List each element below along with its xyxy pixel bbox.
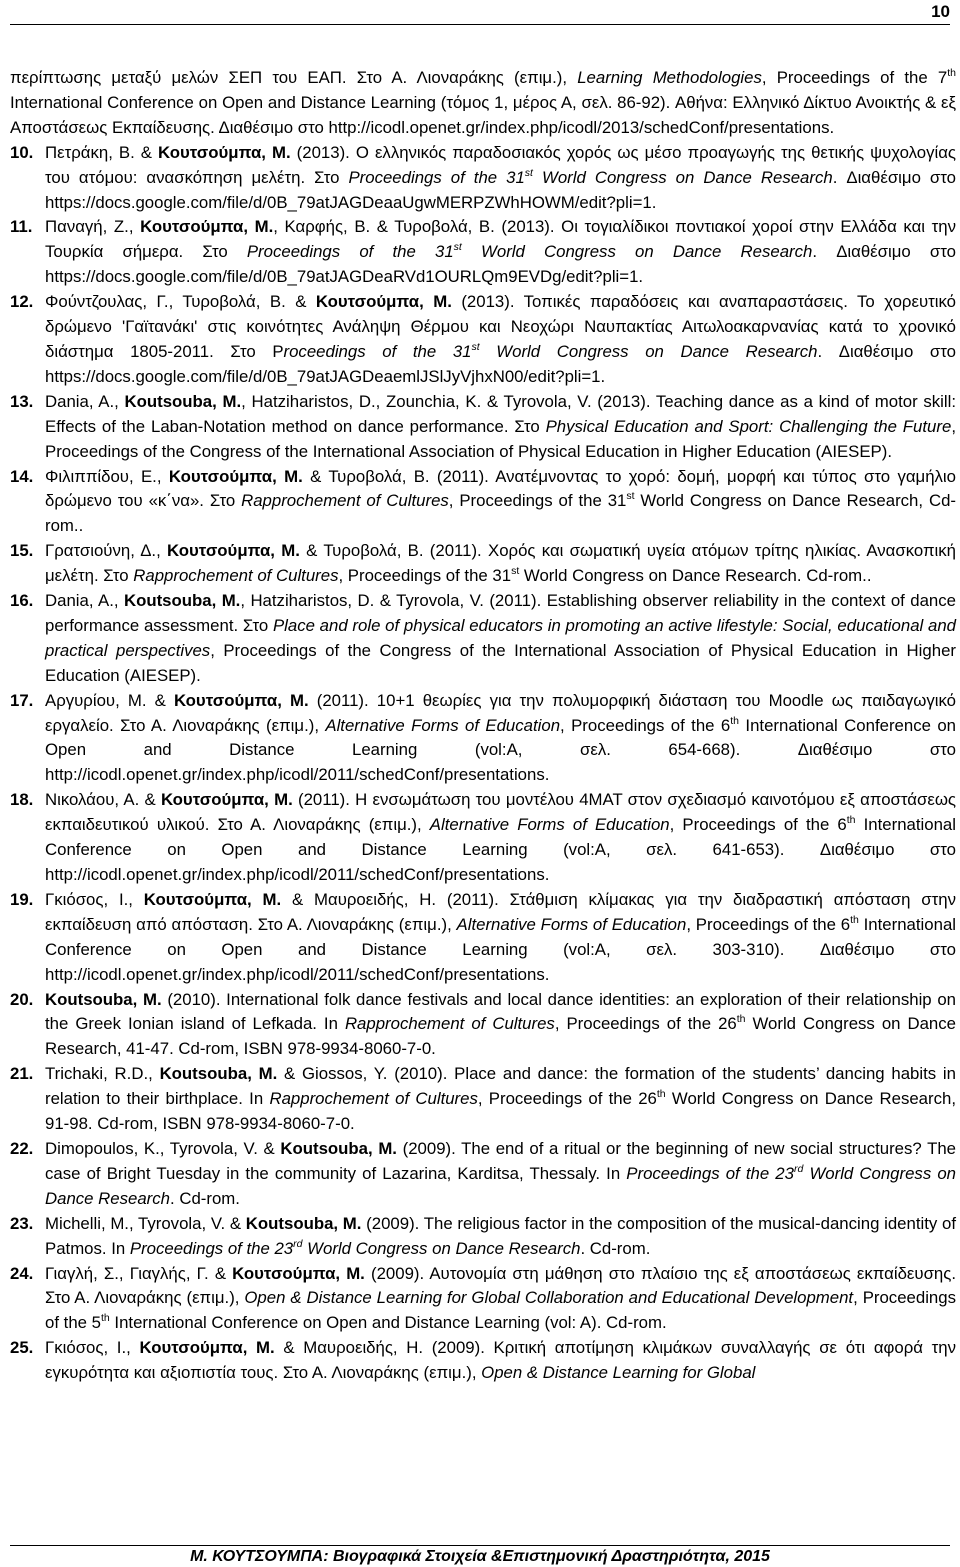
text-run: . Διαθέσιμο στο https://docs.google.com/file/d/0B_79atJAGDeaaUgwMERPZWhHOWM/edit?pli=1. <box>45 167 957 212</box>
reference-entry <box>10 1212 956 1262</box>
reference-number: 19. <box>10 889 34 909</box>
italic-title: Rapprochement of Cultures <box>344 1014 555 1034</box>
text-run: Trichaki, R.D., <box>45 1064 160 1084</box>
text-run: , Καρφής, Β. & Τυροβολά, Β. (2013). Οι τογιαλίδικοι ποντιακοί χοροί στην Ελλάδα και την Τουρκία σήμερα. Στο <box>45 217 956 262</box>
reference-text <box>45 788 956 888</box>
reference-text <box>45 290 956 390</box>
superscript: rd <box>793 1162 804 1175</box>
text-run: Παναγή, Ζ., <box>45 217 141 237</box>
text-run: International Conference on Open and Distance Learning (vol:A, σελ. 641-653). Διαθέσιμο στο http://icodl.openet.gr/index.php/icodl/2011/schedConf/presentations. <box>45 815 956 884</box>
italic-title: Proceedings of the 31 <box>246 242 454 262</box>
references-list <box>10 66 956 1386</box>
text-run: International Conference on Open and Distance Learning (τόμος 1, μέρος Α, σελ. 86-92). Αθήνα: Ελληνικό Δίκτυο Ανοικτής & εξ Αποστάσεως Εκπαίδευσης. Διαθέσιμο στο http://icodl.openet.gr/index.php/icodl/2013/schedConf/presentations. <box>10 92 956 137</box>
italic-title: World Congress on Dance Research <box>532 167 833 187</box>
author-highlight: Κουτσούμπα, Μ. <box>160 790 293 810</box>
author-highlight: Κουτσούμπα, Μ. <box>173 690 309 710</box>
text-run: & Τυροβολά, Β. (2011). Ανατέμνοντας το χορό: δομή, μορφή και τύπος στο γαμήλιο δρώμενο του «κ΄να». Στο <box>45 466 956 511</box>
reference-number: 20. <box>10 989 34 1009</box>
superscript: th <box>846 814 856 827</box>
text-run: Νικολάου, Α. & <box>45 790 161 810</box>
italic-title: Proceedings of the 23 <box>129 1238 294 1258</box>
text-run: περίπτωσης μεταξύ μελών ΣΕΠ του ΕΑΠ. Στο Α. Λιοναράκης (επιμ.), <box>10 68 578 87</box>
superscript: th <box>730 714 740 727</box>
text-run: , Proceedings of the 31 <box>448 491 627 511</box>
author-highlight: Koutsouba, M. <box>280 1138 397 1158</box>
superscript: th <box>100 1312 110 1325</box>
superscript: st <box>626 490 635 503</box>
author-highlight: Κουτσούμπα, Μ. <box>158 142 291 162</box>
text-run: , Proceedings of the Congress of the International Association of Physical Education in Higher Education (AIESEP). <box>45 416 956 461</box>
reference-entry <box>10 539 956 589</box>
text-run: (2009). Αυτονομία στη μάθηση στο πλαίσιο της εξ αποστάσεως εκπαίδευσης. Στο Α. Λιοναράκης (επιμ.), <box>45 1263 957 1308</box>
italic-title: Physical Education and Sport: Challenging the Future <box>545 416 952 436</box>
superscript: st <box>524 166 533 179</box>
superscript: st <box>471 340 480 353</box>
italic-title: Rapprochement of Cultures <box>269 1089 478 1109</box>
text-run: . Cd-rom. <box>580 1238 651 1258</box>
superscript: th <box>656 1088 666 1101</box>
reference-number: 10. <box>10 142 34 162</box>
text-run: World Congress on Dance Research, 41-47. Cd-rom, ISBN 978-9934-8060-7-0. <box>45 1014 956 1059</box>
italic-title: World Congress on Dance Research <box>45 1163 957 1208</box>
text-run: , Proceedings of the 5 <box>45 1288 956 1333</box>
footer-rule <box>10 1545 950 1546</box>
text-run: Πετράκη, Β. & <box>45 142 159 162</box>
superscript: st <box>511 565 520 578</box>
superscript: th <box>850 913 859 926</box>
author-highlight: Κουτσούμπα, Μ. <box>232 1263 365 1283</box>
author-highlight: Κουτσούμπα, Μ. <box>167 541 300 561</box>
author-highlight: Κουτσούμπα, Μ. <box>139 1338 275 1358</box>
reference-entry <box>10 390 956 465</box>
reference-number: 21. <box>10 1064 34 1084</box>
reference-text <box>45 1137 956 1212</box>
superscript: st <box>453 241 462 254</box>
italic-title: Alternative Forms of Education <box>325 715 561 735</box>
reference-entry <box>10 290 956 390</box>
author-highlight: Κουτσούμπα, Μ. <box>143 889 282 909</box>
text-run: , Proceedings of the 7 <box>761 68 948 87</box>
reference-text <box>45 539 956 589</box>
text-run: (2009). The religious factor in the composition of the musical-dancing identity of Patmos. In <box>45 1213 957 1258</box>
reference-entry <box>10 689 956 789</box>
text-run: International Conference on Open and Distance Learning (vol:A, σελ. 654-668). Διαθέσιμο στο http://icodl.openet.gr/index.php/icodl/2011/schedConf/presentations. <box>45 715 956 785</box>
text-run: , Hatziharistos, D., Zounchia, K. & Tyrovola, V. (2013). Teaching dance as a kind of motor skill: Effects of the Laban-Notation method on dance performance. Στο <box>45 391 957 436</box>
superscript: th <box>947 67 956 79</box>
superscript: rd <box>293 1237 303 1250</box>
text-run: & Τυροβολά, Β. (2011). Χορός και σωματική υγεία ατόμων τρίτης ηλικίας. Ανασκοπική μελέτη. Στο <box>45 541 957 586</box>
text-run: (2011). Η ενσωμάτωση του μοντέλου 4MAT στον σχεδιασμό καινοτόμου εξ αποστάσεως εκπαιδευτικού υλικού. Στο Α. Λιοναράκης (επιμ.), <box>45 790 957 835</box>
reference-entry <box>10 1262 956 1337</box>
reference-number: 23. <box>10 1213 34 1233</box>
text-run: International Conference on Open and Distance Learning (vol:A, σελ. 303-310). Διαθέσιμο στο http://icodl.openet.gr/index.php/icodl/2011/schedConf/presentations. <box>45 914 957 984</box>
text-run: (2011). 10+1 θεωρίες για την πολυμορφική διάσταση του Moodle ως παιδαγωγικό εργαλείο. Στο Α. Λιοναράκης (επιμ.), <box>45 690 957 735</box>
text-run: Γιαγλή, Σ., Γιαγλής, Γ. & <box>45 1263 233 1283</box>
text-run: Αργυρίου, Μ. & <box>45 690 174 710</box>
author-highlight: Κουτσούμπα, Μ. <box>168 466 303 486</box>
text-run: International Conference on Open and Distance Learning (vol: A). Cd-rom. <box>109 1313 667 1333</box>
text-run: (2013). Ο ελληνικός παραδοσιακός χορός ως μέσο προαγωγής της θετικής ψυχολογίας του ατόμου: ανασκόπηση μελέτη. Στο <box>45 142 956 187</box>
text-run: & Giossos, Y. (2010). Place and dance: the formation of the students’ dancing habits in relation to their birthplace. In <box>45 1064 956 1109</box>
text-run: & Μαυροειδής, Η. (2009). Κριτική αποτίμηση κλιμάκων συναλλαγής σε ότι αφορά την εγκυρότητα και αξιοπιστία τους. Στο Α. Λιοναράκης (επιμ.), <box>45 1338 957 1383</box>
text-run: , Proceedings of the 6 <box>669 815 847 835</box>
text-run: , Hatziharistos, D. & Tyrovola, V. (2011). Establishing observer reliability in the context of dance performance assessment. Στο <box>45 591 956 635</box>
reference-text <box>45 390 956 465</box>
reference-entry <box>10 988 956 1063</box>
text-run: World Congress on Dance Research, 91-98. Cd-rom, ISBN 978-9934-8060-7-0. <box>45 1089 956 1134</box>
text-run: World Congress on Dance Research, Cd-rom.. <box>45 491 956 536</box>
italic-title: Proceedings of the 23 <box>626 1163 794 1183</box>
text-run: , Proceedings of the Congress of the International Association of Physical Education in Higher Education (AIESEP). <box>45 640 956 685</box>
reference-number: 12. <box>10 292 34 312</box>
italic-title: Proceedings of the 31 <box>348 167 525 187</box>
superscript: th <box>736 1013 746 1026</box>
reference-text <box>45 1336 956 1386</box>
reference-number: 15. <box>10 541 34 561</box>
italic-title: Open & Distance Learning for Global Collaboration and Educational Development <box>244 1288 854 1308</box>
continued-reference <box>10 66 956 141</box>
text-run: (2013). Τοπικές παραδόσεις και αναπαραστάσεις. Το χορευτικό δρώμενο 'Γαϊτανάκι' στις κοινότητες Ανάληψη Θέρμου και Νεοχώρι Ναυπακτίας Αιτωλοακαρνανίας κατά το χρονικό διάστημα 1805-2011. Στο P <box>45 292 956 361</box>
text-run: . Διαθέσιμο στο https://docs.google.com/file/d/0B_79atJAGDeaemlJSlJyVjhxN00/edit?pli=1. <box>45 341 957 386</box>
text-run: Dania, A., <box>45 391 125 411</box>
reference-text <box>45 888 956 988</box>
text-run: Michelli, M., Tyrovola, V. & <box>45 1213 246 1233</box>
author-highlight: Koutsouba, M. <box>159 1064 278 1084</box>
italic-title: Rapprochement of Cultures <box>241 491 449 511</box>
reference-number: 18. <box>10 790 34 810</box>
reference-number: 22. <box>10 1138 34 1158</box>
text-run: Φιλιππίδου, Ε., <box>45 466 169 486</box>
text-run: . Διαθέσιμο στο https://docs.google.com/file/d/0B_79atJAGDeaRVd1OURLQm9EVDg/edit?pli=1. <box>45 242 956 287</box>
text-run: , Proceedings of the 26 <box>477 1089 657 1109</box>
reference-number: 11. <box>10 217 33 237</box>
reference-text <box>45 988 956 1063</box>
text-run: (2009). The end of a ritual or the beginning of new social structures? The case of Bright Tuesday in the community of Lazarina, Karditsa, Thessaly. In <box>45 1138 956 1183</box>
author-highlight: Κουτσούμπα, Μ. <box>140 217 274 237</box>
page-number: 10 <box>931 2 950 21</box>
reference-text <box>45 215 956 290</box>
reference-text <box>45 1212 956 1262</box>
text-run: Dania, A., <box>45 591 124 611</box>
italic-title: roceedings of the 31 <box>283 341 472 361</box>
reference-number: 25. <box>10 1338 34 1358</box>
reference-entry <box>10 1336 956 1386</box>
italic-title: Open & Distance Learning for Global <box>481 1363 756 1383</box>
reference-entry <box>10 788 956 888</box>
text-run: & Μαυροειδής, Η. (2011). Στάθμιση κλίμακας για την διαδραστική απόσταση στην εκπαίδευση από απόσταση. Στο Α. Λιοναράκης (επιμ.), <box>45 889 956 934</box>
header-rule <box>10 24 950 25</box>
page-footer: Μ. ΚΟΥΤΣΟΥΜΠΑ: Βιογραφικά Στοιχεία &Επιστημονική Δραστηριότητα, 2015 <box>190 1548 770 1565</box>
author-highlight: Koutsouba, M. <box>123 591 241 611</box>
italic-title: Alternative Forms of Education <box>456 914 687 934</box>
reference-number: 24. <box>10 1263 34 1283</box>
author-highlight: Koutsouba, M. <box>45 989 162 1009</box>
reference-entry <box>10 1137 956 1212</box>
continued-reference-text <box>10 68 956 137</box>
text-run: , Proceedings of the 26 <box>554 1014 737 1034</box>
reference-number: 16. <box>10 591 34 611</box>
reference-entries <box>10 141 956 1386</box>
italic-title: Learning Methodologies <box>577 68 762 87</box>
reference-entry <box>10 141 956 216</box>
text-run: Γκιόσος, Ι., <box>45 1338 140 1358</box>
reference-entry <box>10 1062 956 1137</box>
text-run: . Cd-rom. <box>170 1188 240 1208</box>
italic-title: World Congress on Dance Research <box>479 341 818 361</box>
reference-entry <box>10 465 956 540</box>
text-run: Dimopoulos, K., Tyrovola, V. & <box>45 1138 281 1158</box>
reference-entry <box>10 215 956 290</box>
author-highlight: Koutsouba, M. <box>124 391 242 411</box>
text-run: , Proceedings of the 6 <box>560 715 731 735</box>
text-run: Φούντζουλας, Γ., Τυροβολά, Β. & <box>45 292 316 312</box>
reference-text <box>45 589 956 689</box>
reference-number: 14. <box>10 466 34 486</box>
reference-text <box>45 465 956 540</box>
italic-title: World Congress on Dance Research <box>302 1238 581 1258</box>
reference-entry <box>10 888 956 988</box>
reference-number: 17. <box>10 690 34 710</box>
reference-text <box>45 689 956 789</box>
reference-text <box>45 1062 956 1137</box>
text-run: (2010). International folk dance festivals and local dance identities: an exploration of their relationship on the Greek Ionian island of Lefkada. In <box>45 989 956 1034</box>
reference-entry <box>10 589 956 689</box>
italic-title: Rapprochement of Cultures <box>133 566 339 586</box>
italic-title: Place and role of physical educators in promoting an active lifestyle: Social, educational and practical perspectives <box>45 615 956 660</box>
reference-text <box>45 141 956 216</box>
italic-title: Alternative Forms of Education <box>429 815 670 835</box>
text-run: Γκιόσος, Ι., <box>45 889 144 909</box>
author-highlight: Koutsouba, M. <box>245 1213 362 1233</box>
text-run: , Proceedings of the 31 <box>338 566 512 586</box>
text-run: Γρατσιούνη, Δ., <box>45 541 168 561</box>
text-run: , Proceedings of the 6 <box>686 914 851 934</box>
reference-number: 13. <box>10 391 34 411</box>
italic-title: World Congress on Dance Research <box>461 242 813 262</box>
author-highlight: Κουτσούμπα, Μ. <box>315 292 452 312</box>
reference-text <box>45 1262 956 1337</box>
text-run: World Congress on Dance Research. Cd-rom.. <box>519 566 872 586</box>
